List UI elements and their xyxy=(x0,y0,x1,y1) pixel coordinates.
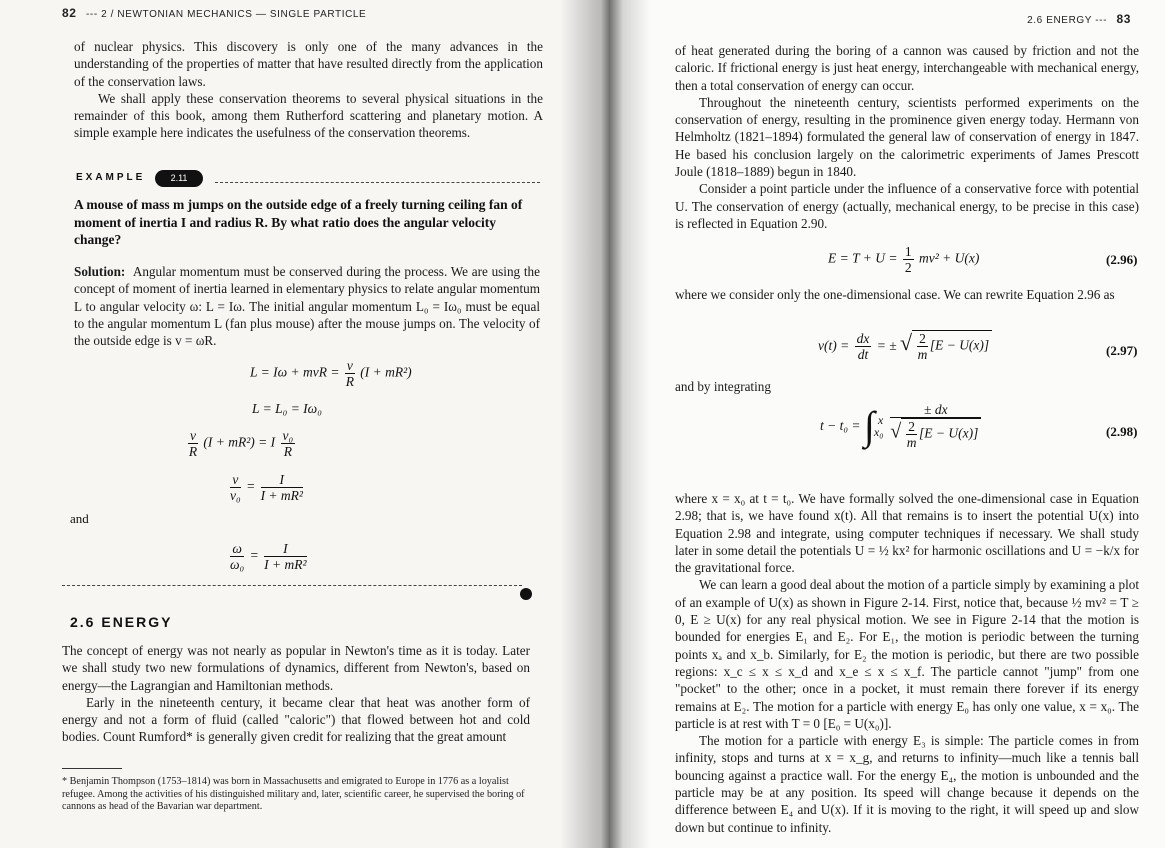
eq4-den1: v₀ xyxy=(230,488,241,503)
equation-velocity-ratio: $\frac{v}{\text{v₀}}$ = $\frac{I}{\text{I + mR²}}$ xyxy=(230,472,303,503)
right-text-top xyxy=(675,42,1139,232)
eq5-den1: ω₀ xyxy=(230,557,245,572)
energy-text-left xyxy=(62,642,530,746)
footnote: * Benjamin Thompson (1753–1814) was born in Massachusetts and emigrated to Europe in 1776 as a loyalist refugee. Among the activities of his distinguished military and, later, scientific career, he supervised the boring of cannons as head of the Bavarian war department. xyxy=(62,776,525,813)
eq4-num1: v xyxy=(230,472,241,488)
eq296-num: 1 xyxy=(904,244,912,259)
right-paragraph: The motion for a particle with energy E₃ is simple: The particle comes in from infinity, stops and turns at x = x_g, and returns to infinity—much like a tennis ball bouncing against a practice wall. For the energy E₄, the motion is unbounded and the particle may be at any position. Its speed will change because it depends on the difference between E₄ and U(x). If it is moving to the right, it will speed up and slow down but continue to infinity. xyxy=(675,733,1139,835)
eq297-mid: = ± xyxy=(876,338,897,353)
integral-sign-icon xyxy=(863,403,884,448)
equation-2-98 xyxy=(820,402,983,450)
example-problem: A mouse of mass m jumps on the outside edge of a freely turning ceiling fan of moment of inertia I and radius R. By what ratio does the angular velocity change? xyxy=(74,197,523,247)
text-between-1: where we consider only the one-dimensional case. We can rewrite Equation 2.96 as xyxy=(675,287,1115,302)
example-end-divider xyxy=(62,585,522,586)
eq298-upper-limit: x xyxy=(877,413,884,427)
energy-paragraph: The concept of energy was not nearly as popular in Newton's time as it is today. Later we shall study two new formulations of dynamics, different from Newton's, based on energy—the Lagrangian and Hamiltonian methods. xyxy=(62,643,530,693)
footnote-rule xyxy=(62,768,122,769)
equation-number-2-97: (2.97) xyxy=(1106,343,1138,358)
eq297-rad-fraction xyxy=(917,331,928,362)
right-paragraph: We can learn a good deal about the motion of a particle simply by examining a plot of an example of U(x) as shown in Figure 2-14. First, notice that, because ½ mv² = T ≥ 0, E ≥ U(x) for any real physical motion. We see in Figure 2-14 that the motion is bounded for energies E₁ and E₂. For E₁, the motion is periodic between the turning points xₐ and x_b. Similarly, for E₂ the motion is periodic, but there are two possible regions: x_c ≤ x ≤ x_d and x_e ≤ x ≤ x_f. The particle cannot "jump" from one "pocket" to the other; once in a pocket, it must remain there forever if its energy remains at E₂. The motion for a particle with energy E₀ has only one value, x = x₀. The particle is at rest with T = 0 [E₀ = U(x₀)]. xyxy=(675,577,1139,731)
eq298-num: ± dx xyxy=(890,402,981,418)
eq5-num2: I xyxy=(264,541,306,557)
eq296-den: 2 xyxy=(904,260,912,275)
eq1-rhs: (I + mR²) xyxy=(360,364,412,380)
equation-number-2-96: (2.96) xyxy=(1106,252,1138,267)
right-paragraph: Throughout the nineteenth century, scientists performed experiments on the conservation of energy, resulting in the prominence given energy today. Hermann von Helmholtz (1821–1894) formulated the general law of conservation of energy in 1847. He based his conclusion largely on the calorimetric experiments of James Prescott Joule (1818–1889) begun in 1840. xyxy=(675,94,1139,180)
and-label: and xyxy=(70,511,89,526)
eq3-num2: v₀ xyxy=(282,428,294,443)
left-intro-text xyxy=(74,38,543,142)
eq3-den1: R xyxy=(188,444,198,459)
left-running-head: --- 2 / NEWTONIAN MECHANICS — SINGLE PARTICLE xyxy=(85,9,367,20)
eq5-fraction-1 xyxy=(230,541,244,572)
eq297-den: dt xyxy=(857,347,869,363)
eq298-den-rhs: [E − U(x)] xyxy=(919,425,979,441)
right-page xyxy=(600,0,1165,848)
right-paragraph: of heat generated during the boring of a cannon was caused by friction and not the caloric. If frictional energy is just heat energy, interchangeable with mechanical energy, then a total conservation of energy can occur. xyxy=(675,43,1139,93)
eq4-den2: I + mR² xyxy=(260,488,303,503)
eq1-fraction xyxy=(345,358,355,389)
intro-paragraph: We shall apply these conservation theorems to several physical situations in the remainder of this book, among them Rutherford scattering and planetary motion. A simple example here indicates the usefulness of the conservation theorems. xyxy=(74,90,543,141)
equation-angular-momentum xyxy=(250,358,412,389)
eq4-fraction-2 xyxy=(261,472,303,503)
equation-angular-velocity-ratio: $\frac{\omega}{\text{ω₀}}$ = $\frac{I}{\text{I + mR²}}$ xyxy=(230,541,307,572)
eq1-den: R xyxy=(345,374,354,389)
eq1-num: v xyxy=(346,358,353,373)
eq3-mid: (I + mR²) = I xyxy=(203,434,276,450)
eq297-rhs: [E − U(x)] xyxy=(929,338,990,353)
equation-velocity-relation xyxy=(186,428,297,459)
left-running-header xyxy=(62,6,366,20)
eq297-rad-num: 2 xyxy=(919,331,926,347)
equation-2-96 xyxy=(828,244,979,275)
example-tag: EXAMPLE xyxy=(76,172,146,183)
right-page-number: 83 xyxy=(1116,12,1131,26)
eq296-lhs: E = T + U = xyxy=(828,250,898,266)
eq5-num1: ω xyxy=(230,541,244,557)
eq3-fraction-1 xyxy=(188,428,198,459)
eq3-fraction-2 xyxy=(281,428,296,459)
equation-conservation: L = L₀ = Iω₀ xyxy=(252,401,322,416)
text-between-2: and by integrating xyxy=(675,379,771,394)
eq298-integral: ∫ xyxy=(863,403,875,448)
right-paragraph: Consider a point particle under the influence of a conservative force with potential U. The conservation of energy (actually, mechanical energy, to be precise in this case) is reflected in Equation 2.90. xyxy=(675,181,1139,231)
right-text-bottom xyxy=(675,490,1139,836)
right-paragraph: where x = x₀ at t = t₀. We have formally solved the one-dimensional case in Equation 2.98; that is, we have found x(t). All that remains is to insert the potential U(x) into Equation 2.98 and integrate, using computer techniques if necessary. We shall study later in some detail the potentials U = ½ kx² for harmonic oscillations and U = −k/x for the gravitational force. xyxy=(675,491,1139,576)
eq298-den xyxy=(890,418,981,450)
left-page-number: 82 xyxy=(62,6,77,20)
eq1-lhs: L = Iω + mvR = xyxy=(250,364,340,380)
example-end-bullet-icon xyxy=(520,588,532,600)
eq298-rad-den: m xyxy=(906,435,917,450)
book-gutter-shadow xyxy=(560,0,650,848)
eq4-fraction-1 xyxy=(230,472,241,503)
eq296-fraction xyxy=(903,244,914,275)
eq3-num1: v xyxy=(190,428,196,443)
eq298-lhs: t − t₀ = xyxy=(820,418,861,433)
eq296-rhs: mv² + U(x) xyxy=(918,250,980,266)
intro-paragraph: of nuclear physics. This discovery is only one of the many advances in the understanding of the properties of matter that have resulted directly from the application of the conservation laws. xyxy=(74,39,543,89)
example-divider xyxy=(215,182,540,183)
solution-text xyxy=(74,263,540,349)
eq298-fraction xyxy=(890,402,981,450)
sqrt-symbol-icon: √ xyxy=(900,330,913,355)
example-number-badge: 2.11 xyxy=(155,170,203,187)
eq298-rad-num: 2 xyxy=(908,419,915,434)
eq298-rad-fraction xyxy=(906,419,917,450)
equation-number-2-98: (2.98) xyxy=(1106,424,1138,439)
eq297-fraction xyxy=(855,331,872,362)
eq5-den2: I + mR² xyxy=(264,557,307,572)
eq297-rad-den: m xyxy=(917,347,928,363)
eq297-lhs: v(t) = xyxy=(818,338,850,353)
eq298-lower-limit: x₀ xyxy=(873,425,884,439)
equation-2-97 xyxy=(818,330,992,362)
sqrt-symbol-icon: √ xyxy=(890,420,902,443)
eq5-fraction-2 xyxy=(264,541,306,572)
right-running-header xyxy=(1027,12,1137,26)
right-running-head: 2.6 ENERGY --- xyxy=(1027,15,1108,26)
eq3-den2: R xyxy=(283,444,292,459)
solution-label: Solution: xyxy=(74,264,126,279)
energy-paragraph: Early in the nineteenth century, it became clear that heat was another form of energy and not a form of fluid (called "caloric") that flowed between hot and cold bodies. Count Rumford* is generally given credit for realizing that the great amount xyxy=(62,694,530,745)
eq297-radicand xyxy=(912,330,992,362)
eq4-num2: I xyxy=(261,472,303,488)
eq297-num: dx xyxy=(856,331,870,347)
solution-body: Angular momentum must be conserved during the process. We are using the concept of moment of inertia learned in elementary physics to relate angular momentum L to angular velocity ω: L = Iω. The initial angular momentum L₀ = Iω₀ must be equal to the angular momentum L (fan plus mouse) after the mouse jumps on. The velocity of the outside edge is v = ωR. xyxy=(74,264,540,349)
section-title: 2.6 ENERGY xyxy=(70,614,173,630)
eq298-radicand xyxy=(901,418,981,450)
